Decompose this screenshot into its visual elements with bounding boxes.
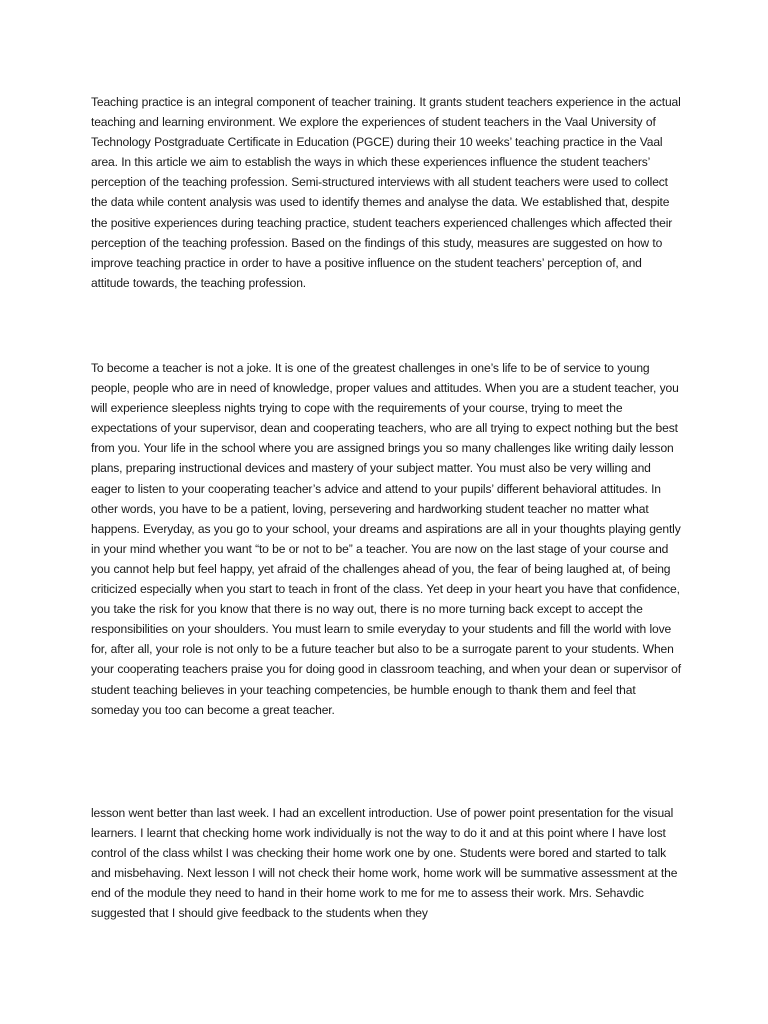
paragraph-lesson-reflection: lesson went better than last week. I had an excellent introduction. Use of power point presentation for the visual learners. I learnt that checking home work individually is not the way to do it and at this point where I have lost control of the class whilst I was checking their home work one by one. Students were bored and started to talk and misbehaving. Next lesson I will not check their home work, home work will be summative assessment at the end of the module they need to hand in their home work to me for me to assess their work. Mrs. Sehavdic suggested that I should give feedback to the students when they bbox=[91, 806, 678, 921]
paragraph-abstract: Teaching practice is an integral component of teacher training. It grants student teachers experience in the actual teaching and learning environment. We explore the experiences of student teachers in the Vaal University of Technology Postgraduate Certificate in Education (PGCE) during their 10 weeks’ teaching practice in the Vaal area. In this article we aim to establish the ways in which these experiences influence the student teachers’ perception of the teaching profession. Semi-structured interviews with all student teachers were used to collect the data while content analysis was used to identify themes and analyse the data. We established that, despite the positive experiences during teaching practice, student teachers experienced challenges which affected their perception of the teaching profession. Based on the findings of this study, measures are suggested on how to improve teaching practice in order to have a positive influence on the student teachers’ perception of, and attitude towards, the teaching profession. bbox=[91, 95, 681, 290]
paragraph-becoming-a-teacher: To become a teacher is not a joke. It is one of the greatest challenges in one’s life to be of service to young people, people who are in need of knowledge, proper values and attitudes. When you are a student teacher, you will experience sleepless nights trying to cope with the requirements of your course, trying to meet the expectations of your supervisor, dean and cooperating teachers, who are all trying to expect nothing but the best from you. Your life in the school where you are assigned brings you so many challenges like writing daily lesson plans, preparing instructional devices and mastery of your subject matter. You must also be very willing and eager to listen to your cooperating teacher’s advice and attend to your pupils’ different behavioral attitudes. In other words, you have to be a patient, loving, persevering and hardworking student teacher no matter what happens. Everyday, as you go to your school, your dreams and aspirations are all in your thoughts playing gently in your mind whether you want “to be or not to be” a teacher. You are now on the last stage of your course and you cannot help but feel happy, yet afraid of the challenges ahead of you, the fear of being laughed at, of being criticized especially when you start to teach in front of the class. Yet deep in your heart you have that confidence, you take the risk for you know that there is no way out, there is no more turning back except to accept the responsibilities on your shoulders. You must learn to smile everyday to your students and fill the world with love for, after all, your role is not only to be a future teacher but also to be a surrogate parent to your students. When your cooperating teachers praise you for doing good in classroom teaching, and when your dean or supervisor of student teaching believes in your teaching competencies, be humble enough to thank them and feel that someday you too can become a great teacher. bbox=[91, 361, 681, 717]
